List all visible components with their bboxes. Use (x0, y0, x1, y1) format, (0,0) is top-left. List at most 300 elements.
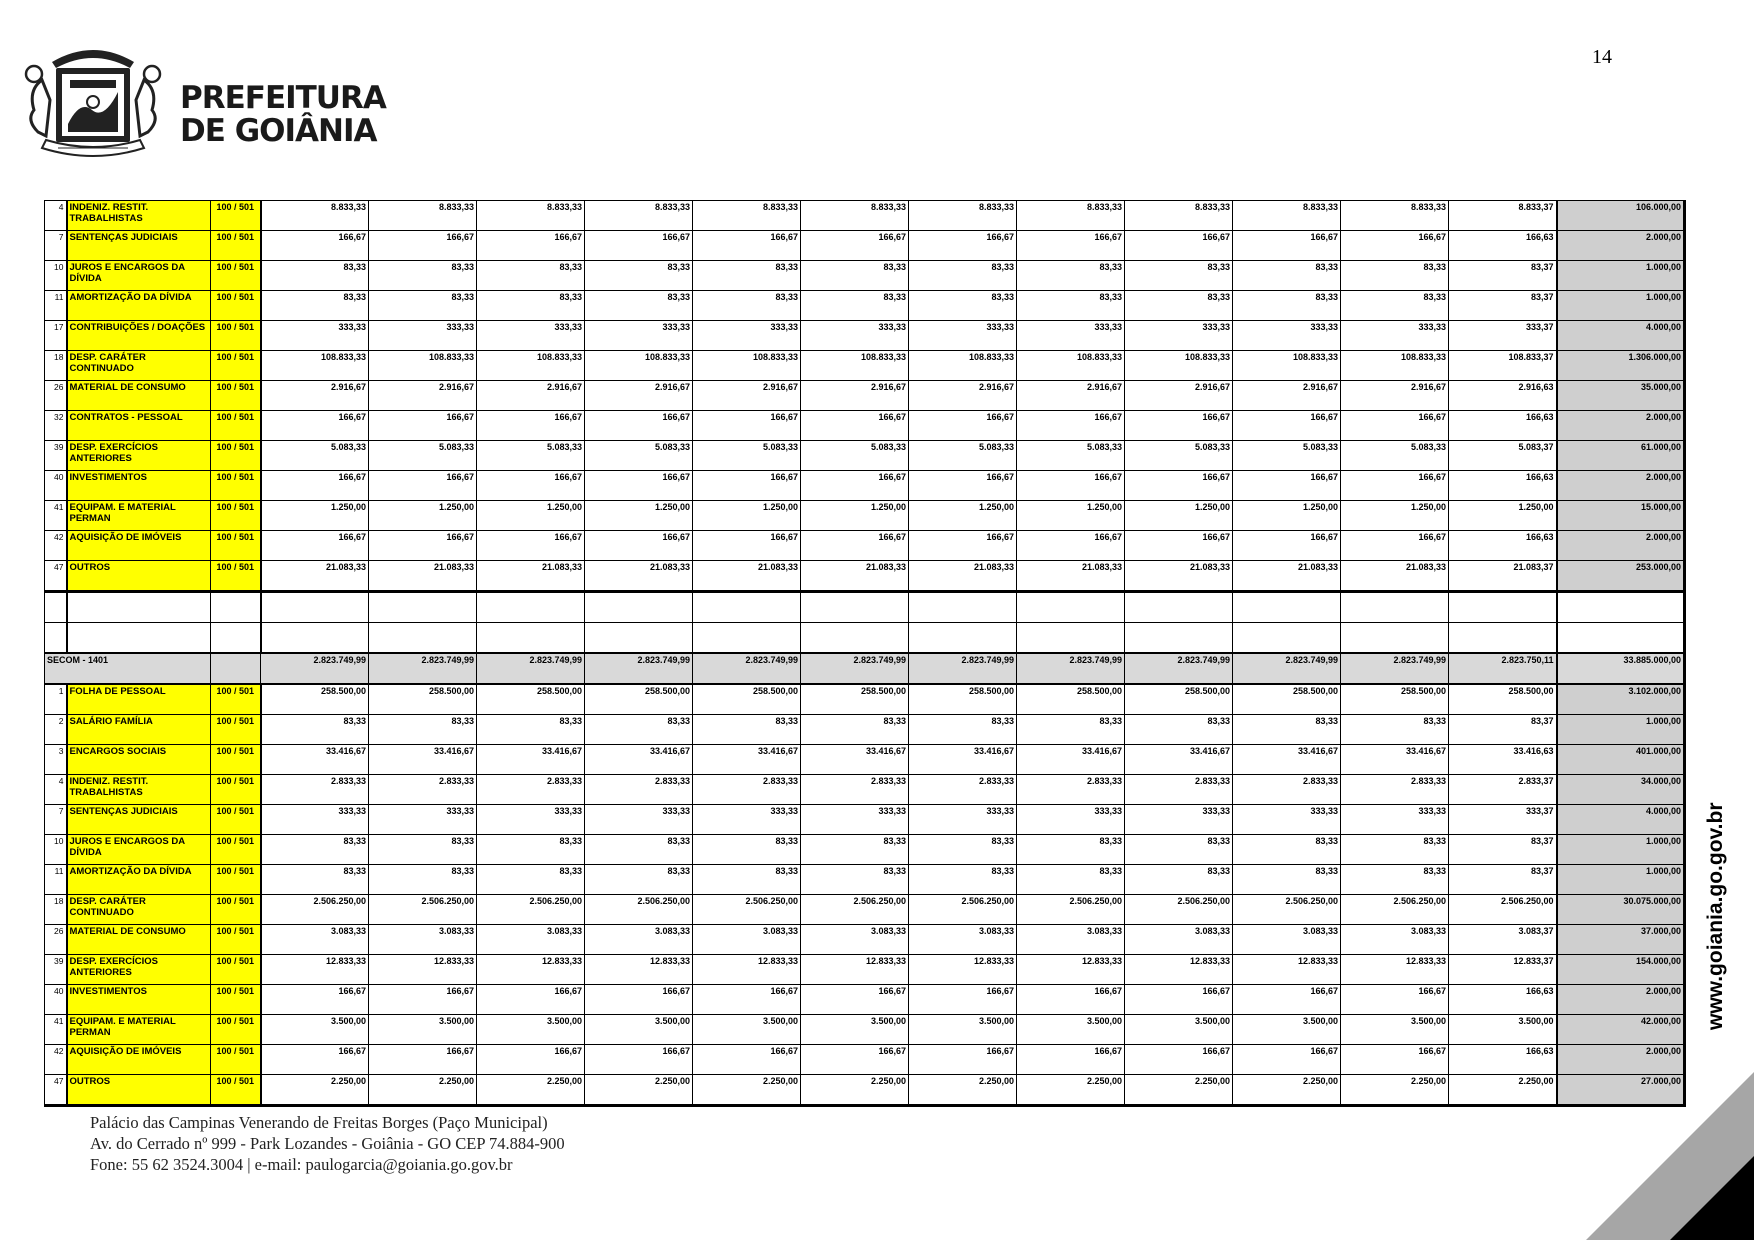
month-value: 12.833,33 (369, 955, 477, 985)
month-value: 166,67 (477, 411, 585, 441)
year-total: 30.075.000,00 (1557, 895, 1685, 925)
month-value: 166,67 (477, 1045, 585, 1075)
month-value: 166,67 (1017, 411, 1125, 441)
table-row (45, 411, 1685, 441)
month-value: 3.500,00 (1125, 1015, 1233, 1045)
blank-cell (369, 592, 477, 623)
month-value: 5.083,33 (693, 441, 801, 471)
month-value: 166,67 (801, 531, 909, 561)
row-index: 40 (45, 985, 67, 1015)
blank-cell (693, 592, 801, 623)
month-value: 166,67 (261, 985, 369, 1015)
month-value: 166,63 (1449, 231, 1557, 261)
blank-cell (1125, 623, 1233, 654)
year-total: 4.000,00 (1557, 805, 1685, 835)
month-value: 83,33 (1125, 865, 1233, 895)
month-value: 8.833,33 (693, 201, 801, 231)
month-value: 12.833,33 (1017, 955, 1125, 985)
row-index: 41 (45, 1015, 67, 1045)
month-value: 166,67 (1341, 1045, 1449, 1075)
source-code: 100 / 501 (211, 865, 261, 895)
month-value: 2.250,00 (585, 1075, 693, 1106)
website-url: www.goiania.go.gov.br (1704, 802, 1727, 1030)
month-value: 83,33 (909, 865, 1017, 895)
month-value: 166,63 (1449, 471, 1557, 501)
month-value: 83,33 (909, 291, 1017, 321)
month-value: 2.506.250,00 (1341, 895, 1449, 925)
month-value: 83,33 (801, 865, 909, 895)
month-value: 8.833,33 (1017, 201, 1125, 231)
month-value: 21.083,33 (1017, 561, 1125, 592)
month-value: 83,33 (693, 291, 801, 321)
month-value: 108.833,33 (1017, 351, 1125, 381)
month-value: 166,67 (1017, 231, 1125, 261)
month-value: 83,33 (477, 261, 585, 291)
source-code: 100 / 501 (211, 261, 261, 291)
month-value: 166,67 (261, 471, 369, 501)
month-value: 8.833,33 (1341, 201, 1449, 231)
footer-line-2: Av. do Cerrado nº 999 - Park Lozandes - Goiânia - GO CEP 74.884-900 (90, 1134, 565, 1153)
section-month-total: 2.823.749,99 (1341, 653, 1449, 684)
source-code: 100 / 501 (211, 381, 261, 411)
month-value: 108.833,37 (1449, 351, 1557, 381)
month-value: 1.250,00 (1341, 501, 1449, 531)
month-value: 2.506.250,00 (1233, 895, 1341, 925)
row-index: 41 (45, 501, 67, 531)
expense-name: DESP. EXERCÍCIOS ANTERIORES (67, 955, 211, 985)
row-index: 4 (45, 775, 67, 805)
month-value: 166,67 (585, 531, 693, 561)
month-value: 21.083,33 (477, 561, 585, 592)
month-value: 166,67 (261, 411, 369, 441)
month-value: 108.833,33 (585, 351, 693, 381)
row-index: 10 (45, 261, 67, 291)
month-value: 166,67 (909, 531, 1017, 561)
table-row (45, 501, 1685, 531)
year-total: 15.000,00 (1557, 501, 1685, 531)
month-value: 12.833,33 (585, 955, 693, 985)
month-value: 166,67 (1233, 1045, 1341, 1075)
month-value: 1.250,00 (477, 501, 585, 531)
month-value: 2.250,00 (1125, 1075, 1233, 1106)
month-value: 83,33 (1125, 715, 1233, 745)
month-value: 1.250,00 (1017, 501, 1125, 531)
month-value: 3.083,33 (1125, 925, 1233, 955)
month-value: 258.500,00 (693, 684, 801, 715)
month-value: 166,67 (693, 1045, 801, 1075)
expense-name: JUROS E ENCARGOS DA DÍVIDA (67, 835, 211, 865)
month-value: 3.500,00 (1449, 1015, 1557, 1045)
month-value: 2.506.250,00 (909, 895, 1017, 925)
year-total: 2.000,00 (1557, 471, 1685, 501)
table-row (45, 865, 1685, 895)
corner-triangle-decoration (1586, 1072, 1754, 1240)
month-value: 83,37 (1449, 835, 1557, 865)
month-value: 108.833,33 (477, 351, 585, 381)
month-value: 83,33 (1341, 291, 1449, 321)
row-index: 11 (45, 865, 67, 895)
month-value: 12.833,33 (1233, 955, 1341, 985)
month-value: 166,67 (1341, 411, 1449, 441)
month-value: 83,33 (369, 865, 477, 895)
month-value: 83,33 (1017, 835, 1125, 865)
month-value: 166,63 (1449, 1045, 1557, 1075)
expense-name: OUTROS (67, 1075, 211, 1106)
expense-name: INDENIZ. RESTIT. TRABALHISTAS (67, 201, 211, 231)
footer-line-3: Fone: 55 62 3524.3004 | e-mail: paulogarcia@goiania.go.gov.br (90, 1155, 513, 1174)
month-value: 166,67 (801, 411, 909, 441)
year-total: 2.000,00 (1557, 985, 1685, 1015)
table-row (45, 955, 1685, 985)
month-value: 83,33 (1341, 715, 1449, 745)
month-value: 33.416,67 (1233, 745, 1341, 775)
year-total: 1.000,00 (1557, 715, 1685, 745)
blank-cell (211, 592, 261, 623)
month-value: 3.083,37 (1449, 925, 1557, 955)
month-value: 12.833,33 (693, 955, 801, 985)
source-code: 100 / 501 (211, 531, 261, 561)
month-value: 3.083,33 (585, 925, 693, 955)
blank-cell (369, 623, 477, 654)
month-value: 166,67 (1125, 231, 1233, 261)
month-value: 258.500,00 (1017, 684, 1125, 715)
expense-name: MATERIAL DE CONSUMO (67, 381, 211, 411)
month-value: 83,33 (801, 835, 909, 865)
month-value: 108.833,33 (1125, 351, 1233, 381)
month-value: 2.833,33 (909, 775, 1017, 805)
month-value: 83,33 (1017, 715, 1125, 745)
month-value: 5.083,33 (1017, 441, 1125, 471)
month-value: 2.506.250,00 (1125, 895, 1233, 925)
section-month-total: 2.823.749,99 (693, 653, 801, 684)
month-value: 83,33 (585, 865, 693, 895)
month-value: 333,33 (1341, 805, 1449, 835)
month-value: 166,67 (1233, 531, 1341, 561)
month-value: 3.500,00 (585, 1015, 693, 1045)
month-value: 33.416,67 (693, 745, 801, 775)
source-code: 100 / 501 (211, 775, 261, 805)
month-value: 2.833,33 (1341, 775, 1449, 805)
month-value: 83,33 (585, 291, 693, 321)
month-value: 2.916,67 (369, 381, 477, 411)
month-value: 5.083,33 (1125, 441, 1233, 471)
month-value: 166,67 (261, 231, 369, 261)
month-value: 83,33 (1341, 261, 1449, 291)
expense-name: INVESTIMENTOS (67, 471, 211, 501)
expense-name: INDENIZ. RESTIT. TRABALHISTAS (67, 775, 211, 805)
month-value: 2.506.250,00 (477, 895, 585, 925)
month-value: 2.833,33 (477, 775, 585, 805)
year-total: 2.000,00 (1557, 231, 1685, 261)
blank-cell (801, 592, 909, 623)
month-value: 333,33 (909, 805, 1017, 835)
month-value: 8.833,33 (801, 201, 909, 231)
source-code: 100 / 501 (211, 351, 261, 381)
month-value: 83,33 (801, 261, 909, 291)
month-value: 83,33 (1233, 835, 1341, 865)
month-value: 3.083,33 (909, 925, 1017, 955)
month-value: 166,67 (1125, 985, 1233, 1015)
month-value: 33.416,67 (1341, 745, 1449, 775)
month-value: 1.250,00 (801, 501, 909, 531)
month-value: 2.250,00 (693, 1075, 801, 1106)
month-value: 5.083,33 (585, 441, 693, 471)
year-total: 253.000,00 (1557, 561, 1685, 592)
month-value: 166,67 (261, 531, 369, 561)
blank-cell (67, 592, 211, 623)
month-value: 33.416,67 (261, 745, 369, 775)
month-value: 3.500,00 (369, 1015, 477, 1045)
month-value: 33.416,67 (585, 745, 693, 775)
month-value: 1.250,00 (369, 501, 477, 531)
month-value: 21.083,33 (585, 561, 693, 592)
blank-cell (477, 592, 585, 623)
table-row (45, 201, 1685, 231)
source-code: 100 / 501 (211, 471, 261, 501)
blank-cell (1449, 592, 1557, 623)
month-value: 83,33 (1341, 865, 1449, 895)
month-value: 5.083,33 (369, 441, 477, 471)
month-value: 258.500,00 (1449, 684, 1557, 715)
month-value: 166,67 (909, 985, 1017, 1015)
month-value: 2.833,33 (1017, 775, 1125, 805)
month-value: 83,33 (693, 865, 801, 895)
expense-name: MATERIAL DE CONSUMO (67, 925, 211, 955)
month-value: 258.500,00 (801, 684, 909, 715)
month-value: 83,33 (585, 715, 693, 745)
blank-cell (693, 623, 801, 654)
month-value: 166,67 (909, 1045, 1017, 1075)
month-value: 166,67 (1125, 471, 1233, 501)
month-value: 12.833,33 (477, 955, 585, 985)
month-value: 2.506.250,00 (369, 895, 477, 925)
month-value: 333,33 (801, 805, 909, 835)
source-code: 100 / 501 (211, 835, 261, 865)
section-month-total: 2.823.749,99 (909, 653, 1017, 684)
month-value: 166,67 (1017, 985, 1125, 1015)
month-value: 2.506.250,00 (801, 895, 909, 925)
table-row (45, 261, 1685, 291)
year-total: 1.000,00 (1557, 835, 1685, 865)
month-value: 333,33 (801, 321, 909, 351)
month-value: 333,33 (261, 805, 369, 835)
month-value: 83,33 (261, 291, 369, 321)
blank-cell (585, 592, 693, 623)
table-row (45, 531, 1685, 561)
row-index: 26 (45, 925, 67, 955)
expense-name: SALÁRIO FAMÍLIA (67, 715, 211, 745)
table-row (45, 715, 1685, 745)
month-value: 83,33 (261, 835, 369, 865)
source-code: 100 / 501 (211, 231, 261, 261)
source-code: 100 / 501 (211, 895, 261, 925)
prefeitura-logo-text (180, 82, 386, 148)
blank-cell (1341, 623, 1449, 654)
blank-row (45, 623, 1685, 654)
year-total: 42.000,00 (1557, 1015, 1685, 1045)
month-value: 83,33 (477, 715, 585, 745)
month-value: 5.083,33 (801, 441, 909, 471)
month-value: 166,67 (1017, 1045, 1125, 1075)
month-value: 258.500,00 (1233, 684, 1341, 715)
blank-cell (909, 592, 1017, 623)
month-value: 258.500,00 (909, 684, 1017, 715)
month-value: 83,33 (1017, 291, 1125, 321)
month-value: 8.833,33 (1125, 201, 1233, 231)
month-value: 2.833,33 (1233, 775, 1341, 805)
month-value: 166,67 (369, 985, 477, 1015)
month-value: 33.416,67 (369, 745, 477, 775)
month-value: 2.833,33 (261, 775, 369, 805)
section-year-total: 33.885.000,00 (1557, 653, 1685, 684)
expense-name: SENTENÇAS JUDICIAIS (67, 805, 211, 835)
month-value: 166,67 (1341, 471, 1449, 501)
month-value: 2.250,00 (1341, 1075, 1449, 1106)
month-value: 2.506.250,00 (693, 895, 801, 925)
source-code: 100 / 501 (211, 561, 261, 592)
month-value: 2.833,33 (693, 775, 801, 805)
month-value: 2.916,67 (801, 381, 909, 411)
month-value: 2.250,00 (261, 1075, 369, 1106)
row-index: 11 (45, 291, 67, 321)
month-value: 2.250,00 (1233, 1075, 1341, 1106)
row-index: 3 (45, 745, 67, 775)
blank-cell (1233, 592, 1341, 623)
month-value: 166,67 (261, 1045, 369, 1075)
source-code: 100 / 501 (211, 441, 261, 471)
month-value: 333,33 (369, 805, 477, 835)
month-value: 166,67 (1125, 411, 1233, 441)
month-value: 2.506.250,00 (1449, 895, 1557, 925)
month-value: 2.833,33 (1125, 775, 1233, 805)
source-code: 100 / 501 (211, 321, 261, 351)
source-code: 100 / 501 (211, 1075, 261, 1106)
row-index: 2 (45, 715, 67, 745)
section-code-cell (211, 653, 261, 684)
month-value: 166,67 (477, 231, 585, 261)
table-row (45, 985, 1685, 1015)
month-value: 83,33 (693, 261, 801, 291)
table-row (45, 1075, 1685, 1106)
year-total: 37.000,00 (1557, 925, 1685, 955)
month-value: 83,33 (261, 865, 369, 895)
month-value: 2.916,67 (1233, 381, 1341, 411)
source-code: 100 / 501 (211, 805, 261, 835)
section-month-total: 2.823.749,99 (477, 653, 585, 684)
month-value: 258.500,00 (1341, 684, 1449, 715)
month-value: 258.500,00 (1125, 684, 1233, 715)
source-code: 100 / 501 (211, 985, 261, 1015)
month-value: 3.083,33 (1017, 925, 1125, 955)
month-value: 12.833,33 (1125, 955, 1233, 985)
month-value: 83,33 (801, 715, 909, 745)
month-value: 2.916,67 (477, 381, 585, 411)
row-index: 39 (45, 441, 67, 471)
month-value: 83,33 (369, 261, 477, 291)
source-code: 100 / 501 (211, 715, 261, 745)
month-value: 1.250,00 (1449, 501, 1557, 531)
row-index: 47 (45, 1075, 67, 1106)
expense-name: AMORTIZAÇÃO DA DÍVIDA (67, 865, 211, 895)
month-value: 33.416,67 (1125, 745, 1233, 775)
year-total: 1.000,00 (1557, 291, 1685, 321)
table-row (45, 1045, 1685, 1075)
month-value: 8.833,37 (1449, 201, 1557, 231)
month-value: 108.833,33 (801, 351, 909, 381)
table-row (45, 321, 1685, 351)
month-value: 21.083,33 (693, 561, 801, 592)
month-value: 166,67 (1125, 1045, 1233, 1075)
month-value: 166,67 (1341, 985, 1449, 1015)
month-value: 333,33 (1233, 805, 1341, 835)
month-value: 258.500,00 (585, 684, 693, 715)
month-value: 2.916,67 (693, 381, 801, 411)
month-value: 166,67 (693, 531, 801, 561)
month-value: 258.500,00 (261, 684, 369, 715)
month-value: 5.083,37 (1449, 441, 1557, 471)
month-value: 333,33 (1341, 321, 1449, 351)
blank-cell (261, 592, 369, 623)
month-value: 166,67 (1233, 411, 1341, 441)
footer-line-1: Palácio das Campinas Venerando de Freitas Borges (Paço Municipal) (90, 1113, 548, 1132)
expense-name: CONTRIBUIÇÕES / DOAÇÕES (67, 321, 211, 351)
month-value: 333,33 (477, 805, 585, 835)
month-value: 2.916,67 (1341, 381, 1449, 411)
year-total: 1.000,00 (1557, 261, 1685, 291)
month-value: 166,67 (369, 531, 477, 561)
month-value: 3.083,33 (1233, 925, 1341, 955)
section-month-total: 2.823.749,99 (261, 653, 369, 684)
year-total: 35.000,00 (1557, 381, 1685, 411)
month-value: 2.916,67 (909, 381, 1017, 411)
month-value: 166,67 (1233, 471, 1341, 501)
month-value: 2.833,33 (585, 775, 693, 805)
month-value: 108.833,33 (1341, 351, 1449, 381)
table-row (45, 745, 1685, 775)
city-coat-of-arms-icon (12, 40, 174, 165)
month-value: 166,63 (1449, 531, 1557, 561)
month-value: 8.833,33 (369, 201, 477, 231)
month-value: 2.916,67 (585, 381, 693, 411)
month-value: 83,33 (1233, 715, 1341, 745)
source-code: 100 / 501 (211, 201, 261, 231)
month-value: 333,33 (693, 805, 801, 835)
month-value: 166,67 (1341, 531, 1449, 561)
month-value: 83,33 (261, 715, 369, 745)
month-value: 21.083,33 (1233, 561, 1341, 592)
month-value: 166,67 (477, 471, 585, 501)
expense-name: SENTENÇAS JUDICIAIS (67, 231, 211, 261)
month-value: 1.250,00 (693, 501, 801, 531)
section-month-total: 2.823.749,99 (1125, 653, 1233, 684)
row-index: 7 (45, 231, 67, 261)
blank-cell (1557, 592, 1685, 623)
expense-name: FOLHA DE PESSOAL (67, 684, 211, 715)
row-index: 32 (45, 411, 67, 441)
month-value: 33.416,67 (1017, 745, 1125, 775)
section-month-total: 2.823.749,99 (585, 653, 693, 684)
section-month-total: 2.823.749,99 (1017, 653, 1125, 684)
table-row (45, 684, 1685, 715)
expense-name: EQUIPAM. E MATERIAL PERMAN (67, 1015, 211, 1045)
month-value: 2.250,00 (369, 1075, 477, 1106)
row-index: 47 (45, 561, 67, 592)
month-value: 83,33 (1233, 865, 1341, 895)
month-value: 166,67 (801, 985, 909, 1015)
month-value: 333,33 (1125, 321, 1233, 351)
year-total: 61.000,00 (1557, 441, 1685, 471)
year-total: 154.000,00 (1557, 955, 1685, 985)
